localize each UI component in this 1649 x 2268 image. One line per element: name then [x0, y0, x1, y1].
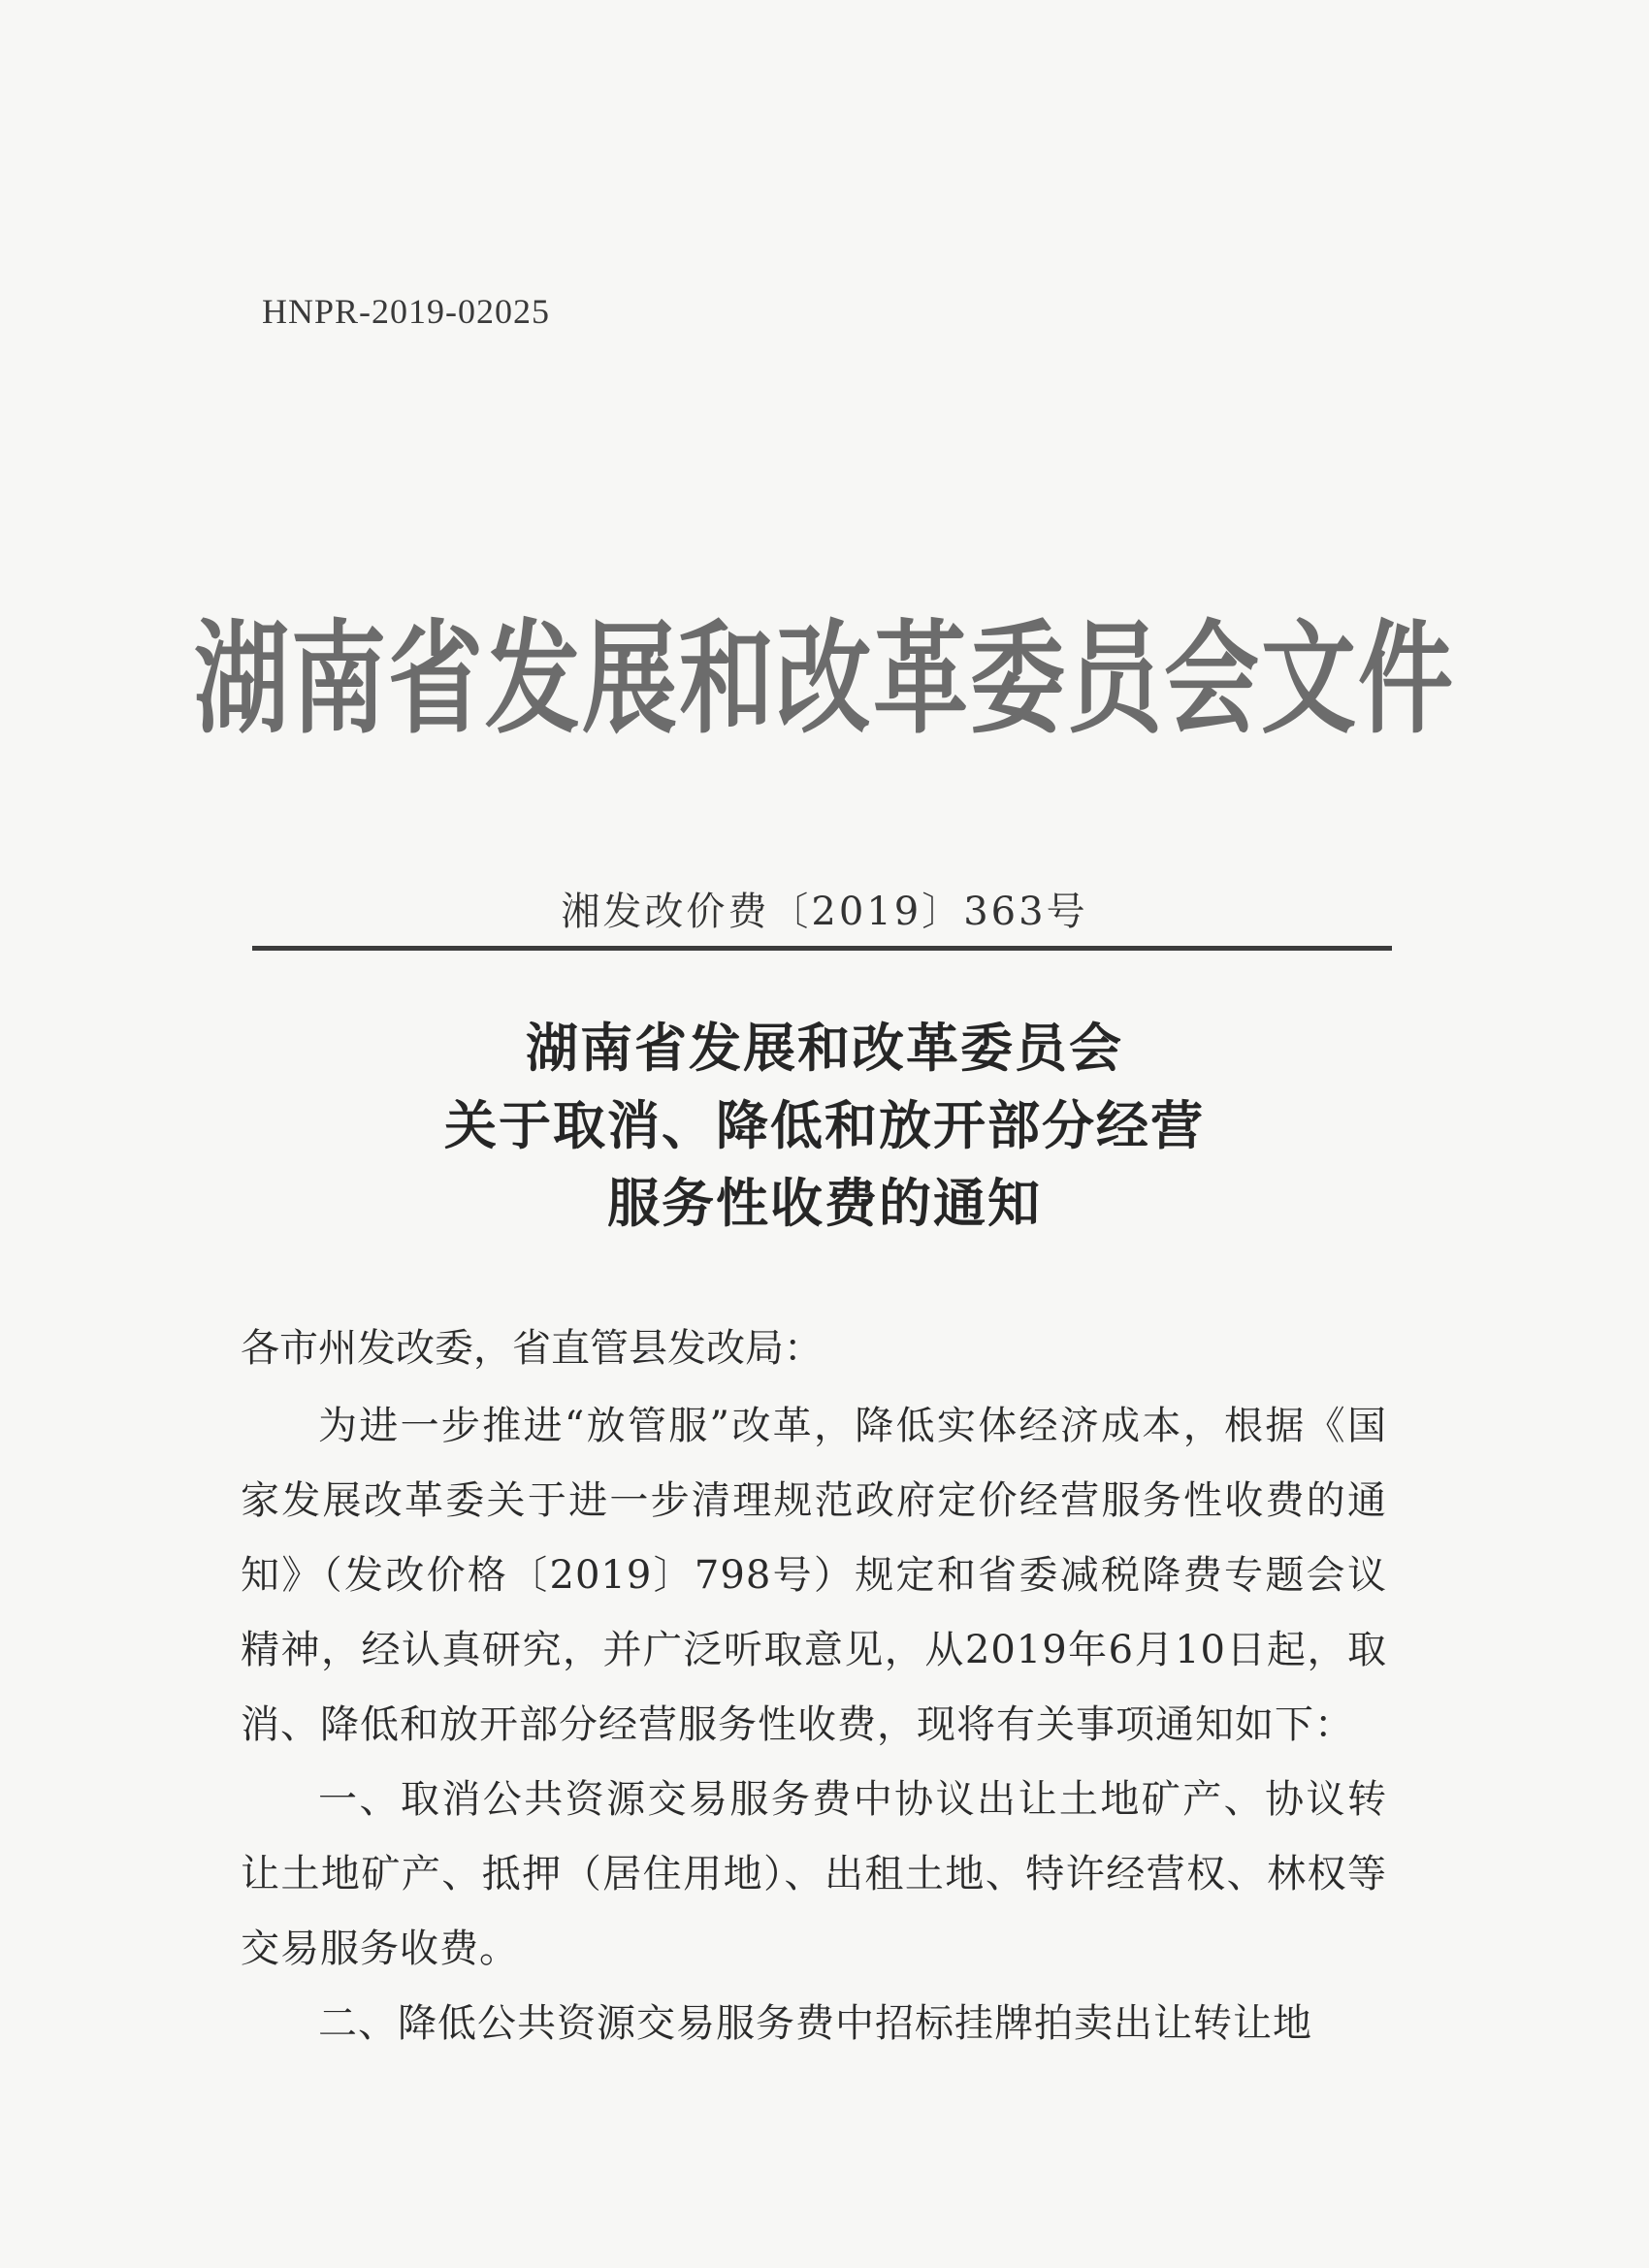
- paragraph-intro: 为进一步推进“放管服”改革，降低实体经济成本，根据《国家发展改革委关于进一步清理规范政府定价经营服务性收费的通知》（发改价格〔2019〕798号）规定和省委减税降费专题会议精神，经认真研究，并广泛听取意见，从2019年6月10日起，取消、降低和放开部分经营服务性收费，现将有关事项通知如下：: [241, 1404, 1387, 1747]
- paragraph-item-2: 二、降低公共资源交易服务费中招标挂牌拍卖出让转让地: [318, 2001, 1312, 2046]
- document-number: 湘发改价费〔2019〕363号: [561, 890, 1088, 934]
- paragraph-item-1: 一、取消公共资源交易服务费中协议出让土地矿产、协议转让土地矿产、抵押（居住用地）、出租土地、特许经营权、林权等交易服务收费。: [241, 1777, 1387, 1971]
- notice-title: [0, 1009, 1649, 1242]
- title-line-2: 关于取消、降低和放开部分经营: [444, 1094, 1205, 1156]
- document-code: HNPR-2019-02025: [262, 292, 551, 331]
- title-line-1: 湖南省发展和改革委员会: [526, 1017, 1123, 1079]
- issuer-heading: 湖南省发展和改革委员会文件: [193, 609, 1455, 752]
- header-divider: [252, 946, 1392, 951]
- title-line-3: 服务性收费的通知: [607, 1172, 1042, 1234]
- salutation: 各市州发改委，省直管县发改局：: [241, 1326, 823, 1371]
- body-text: [241, 1389, 1387, 2061]
